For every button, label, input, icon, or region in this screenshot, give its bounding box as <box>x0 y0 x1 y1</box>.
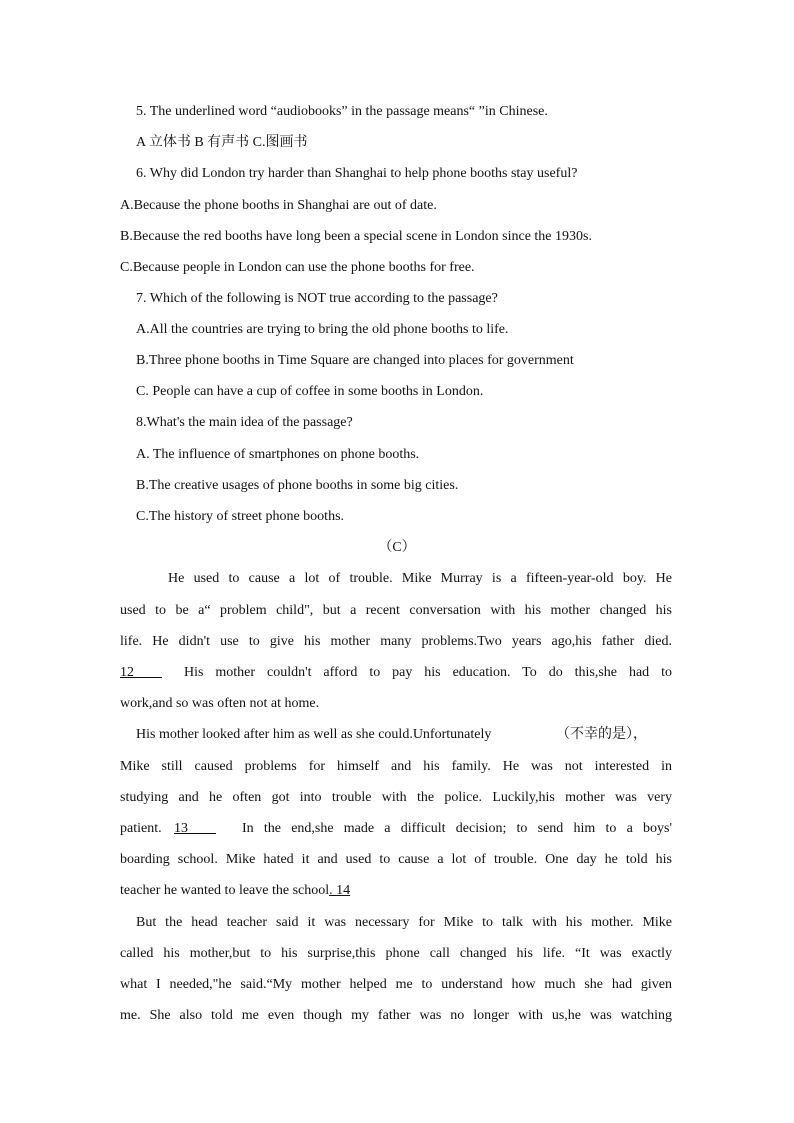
paragraph-1-line: life. He didn't use to give his mother many problems.Two years ago,his father died. <box>120 634 672 649</box>
paragraph-3-line: me. She also told me even though my father was no longer with us,he was watching <box>120 1008 672 1023</box>
paragraph-2-line: In the end,she made a difficult decision; to send him to a boys' <box>242 821 672 836</box>
paragraph-2-line: Mike still caused problems for himself and his family. He was not interested in <box>120 759 672 774</box>
question-6-option-a: A.Because the phone booths in Shanghai are out of date. <box>120 198 437 213</box>
question-8-option-c: C.The history of street phone booths. <box>136 509 345 524</box>
paragraph-1-line: used to be a“ problem child", but a recent conversation with his mother changed his <box>120 603 672 618</box>
question-8-option-b: B.The creative usages of phone booths in some big cities. <box>136 478 459 493</box>
question-6-stem: 6. Why did London try harder than Shanghai to help phone booths stay useful? <box>136 166 578 181</box>
paragraph-1-line: work,and so was often not at home. <box>120 696 320 711</box>
paragraph-2-chinese-note: （不幸的是）， <box>556 727 647 742</box>
section-heading: （C） <box>378 540 416 555</box>
question-7-option-b: B.Three phone booths in Time Square are changed into places for government <box>136 353 574 368</box>
question-7-stem: 7. Which of the following is NOT true according to the passage? <box>136 291 498 306</box>
blank-13 <box>174 819 216 839</box>
blank-14: . 14 <box>329 883 351 898</box>
question-6-option-b: B.Because the red booths have long been a special scene in London since the 1930s. <box>120 229 592 244</box>
question-5-options: A 立体书 B 有声书 C.图画书 <box>136 135 308 150</box>
blank-12 <box>120 663 162 683</box>
question-5-stem: 5. The underlined word “audiobooks” in the passage means“ ”in Chinese. <box>136 104 548 119</box>
paragraph-2-last-line <box>120 881 350 901</box>
paragraph-2-line: studying and he often got into trouble with the police. Luckily,his mother was very <box>120 790 672 805</box>
paragraph-3-line: But the head teacher said it was necessary for Mike to talk with his mother. Mike <box>136 915 672 930</box>
blank-13-label: 13 <box>174 821 216 836</box>
paragraph-3-line: what I needed,"he said.“My mother helped me to understand how much she had given <box>120 977 672 992</box>
question-7-option-a: A.All the countries are trying to bring the old phone booths to life. <box>136 322 509 337</box>
paragraph-2-line: boarding school. Mike hated it and used to cause a lot of trouble. One day he told his <box>120 852 672 867</box>
question-6-option-c: C.Because people in London can use the phone booths for free. <box>120 260 475 275</box>
paragraph-1-line: He used to cause a lot of trouble. Mike Murray is a fifteen-year-old boy. He <box>168 571 672 586</box>
question-8-stem: 8.What's the main idea of the passage? <box>136 415 353 430</box>
paragraph-2-line: teacher he wanted to leave the school <box>120 883 330 898</box>
paragraph-1-line: His mother couldn't afford to pay his education. To do this,she had to <box>184 665 672 680</box>
paragraph-2-patient: patient. <box>120 821 162 836</box>
question-8-option-a: A. The influence of smartphones on phone booths. <box>136 447 420 462</box>
paragraph-2-line: His mother looked after him as well as she could.Unfortunately <box>136 727 492 742</box>
blank-12-label: 12 <box>120 665 162 680</box>
paragraph-3-line: called his mother,but to his surprise,this phone call changed his life. “It was exactly <box>120 946 672 961</box>
question-7-option-c: C. People can have a cup of coffee in some booths in London. <box>136 384 484 399</box>
